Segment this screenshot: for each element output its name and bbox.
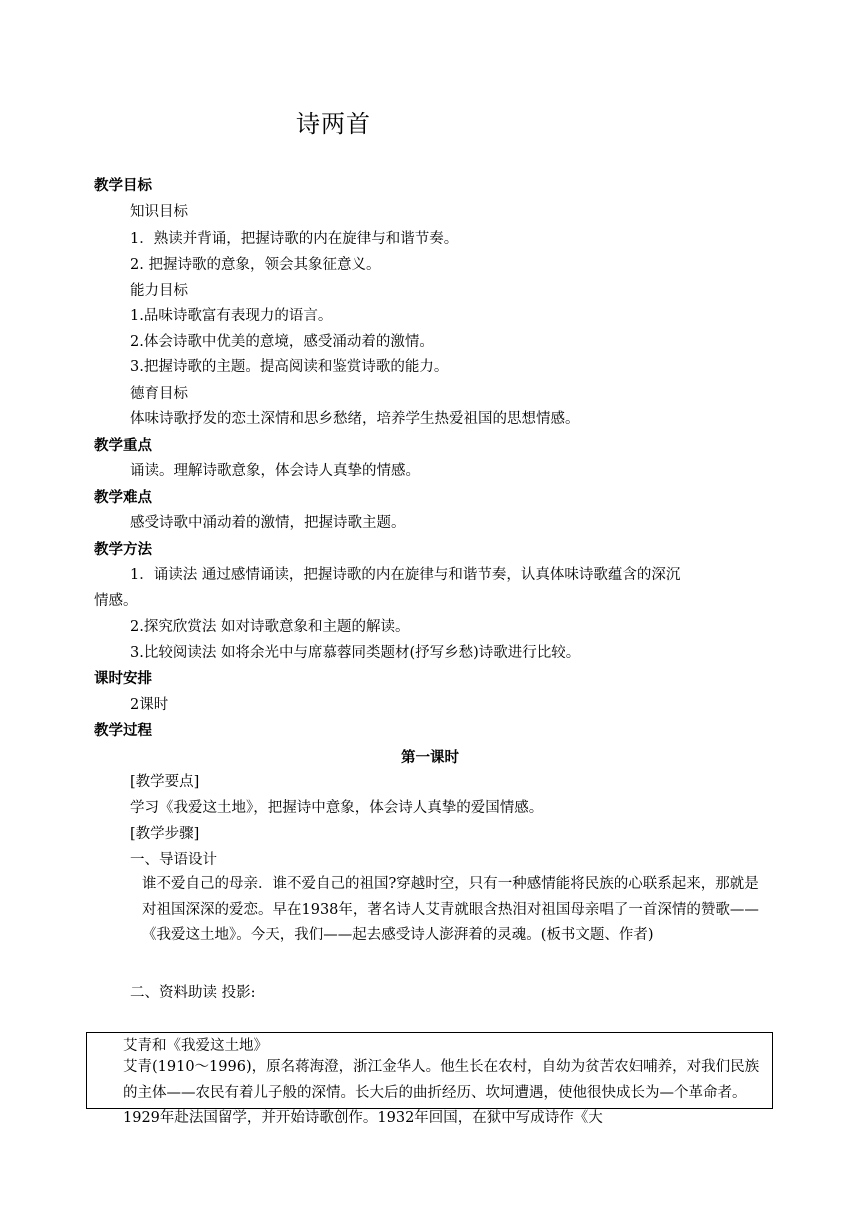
method-2: 2.探究欣赏法 如对诗歌意象和主题的解读。 — [130, 619, 410, 635]
moral-text: 体味诗歌抒发的恋土深情和思乡愁绪，培养学生热爱祖国的思想情感。 — [130, 411, 580, 427]
method-3: 3.比较阅读法 如将余光中与席慕蓉同类题材(抒写乡愁)诗歌进行比较。 — [130, 645, 581, 661]
lesson-title: 第一课时 — [401, 750, 459, 766]
difficulties-heading: 教学难点 — [94, 490, 152, 506]
steps-label: [教学步骤] — [130, 826, 200, 842]
points-text: 学习《我爱这土地》，把握诗中意象，体会诗人真挚的爱国情感。 — [130, 800, 544, 816]
page-title: 诗两首 — [296, 110, 371, 138]
step-2-title: 二、资料助读 投影: — [130, 985, 256, 1001]
projection-box — [86, 1032, 773, 1126]
box-text: 艾青(1910～1996)，原名蒋海澄，浙江金华人。他生长在农村，自幼为贫苦农妇哺养，对我们民族的主体——农民有着儿子般的深情。长大后的曲折经历、坎坷遭遇，使他很快成长为—个革命者。1929年赴法国留学，并开始诗歌创作。1932年回国，在狱中写成诗作《大 — [123, 1059, 760, 1126]
knowledge-label: 知识目标 — [130, 204, 188, 220]
ability-label: 能力目标 — [130, 283, 188, 299]
knowledge-item-1: 1．熟读并背诵，把握诗歌的内在旋律与和谐节奏。 — [130, 231, 459, 247]
step-1-text: 谁不爱自己的母亲．谁不爱自己的祖国?穿越时空，只有一种感情能将民族的心联系起来，那就是对祖国深深的爱恋。早在1938年，著名诗人艾青就眼含热泪对祖国母亲唱了一首深情的赞歌——《我爱这土地》。今天，我们——起去感受诗人澎湃着的灵魂。(板书文题、作者) — [142, 876, 759, 943]
process-heading: 教学过程 — [94, 723, 152, 739]
ability-item-3: 3.把握诗歌的主题。提高阅读和鉴赏诗歌的能力。 — [130, 359, 449, 375]
schedule-heading: 课时安排 — [94, 671, 152, 687]
ability-item-2: 2.体会诗歌中优美的意境，感受涌动着的激情。 — [130, 334, 434, 350]
objectives-heading: 教学目标 — [94, 178, 152, 194]
box-title: 艾青和《我爱这土地》 — [123, 1038, 268, 1054]
box-paragraph — [95, 1055, 763, 1132]
method-1-line-1: 1．诵读法 通过感情诵读，把握诗歌的内在旋律与和谐节奏，认真体味诗歌蕴含的深沉 — [130, 567, 681, 583]
moral-label: 德育目标 — [130, 386, 188, 402]
difficulties-text: 感受诗歌中涌动着的激情，把握诗歌主题。 — [130, 515, 406, 531]
method-1-line-2: 情感。 — [94, 593, 138, 609]
schedule-text: 2课时 — [130, 697, 169, 713]
key-points-text: 诵读。理解诗歌意象，体会诗人真挚的情感。 — [130, 463, 420, 479]
step-1-title: 一、导语设计 — [130, 852, 217, 868]
ability-item-1: 1.品味诗歌富有表现力的语言。 — [130, 308, 333, 324]
knowledge-item-2: 2. 把握诗歌的意象，领会其象征意义。 — [130, 257, 381, 273]
points-label: [教学要点] — [130, 774, 200, 790]
step-1-paragraph — [94, 872, 770, 949]
key-points-heading: 教学重点 — [94, 438, 152, 454]
methods-heading: 教学方法 — [94, 542, 152, 558]
